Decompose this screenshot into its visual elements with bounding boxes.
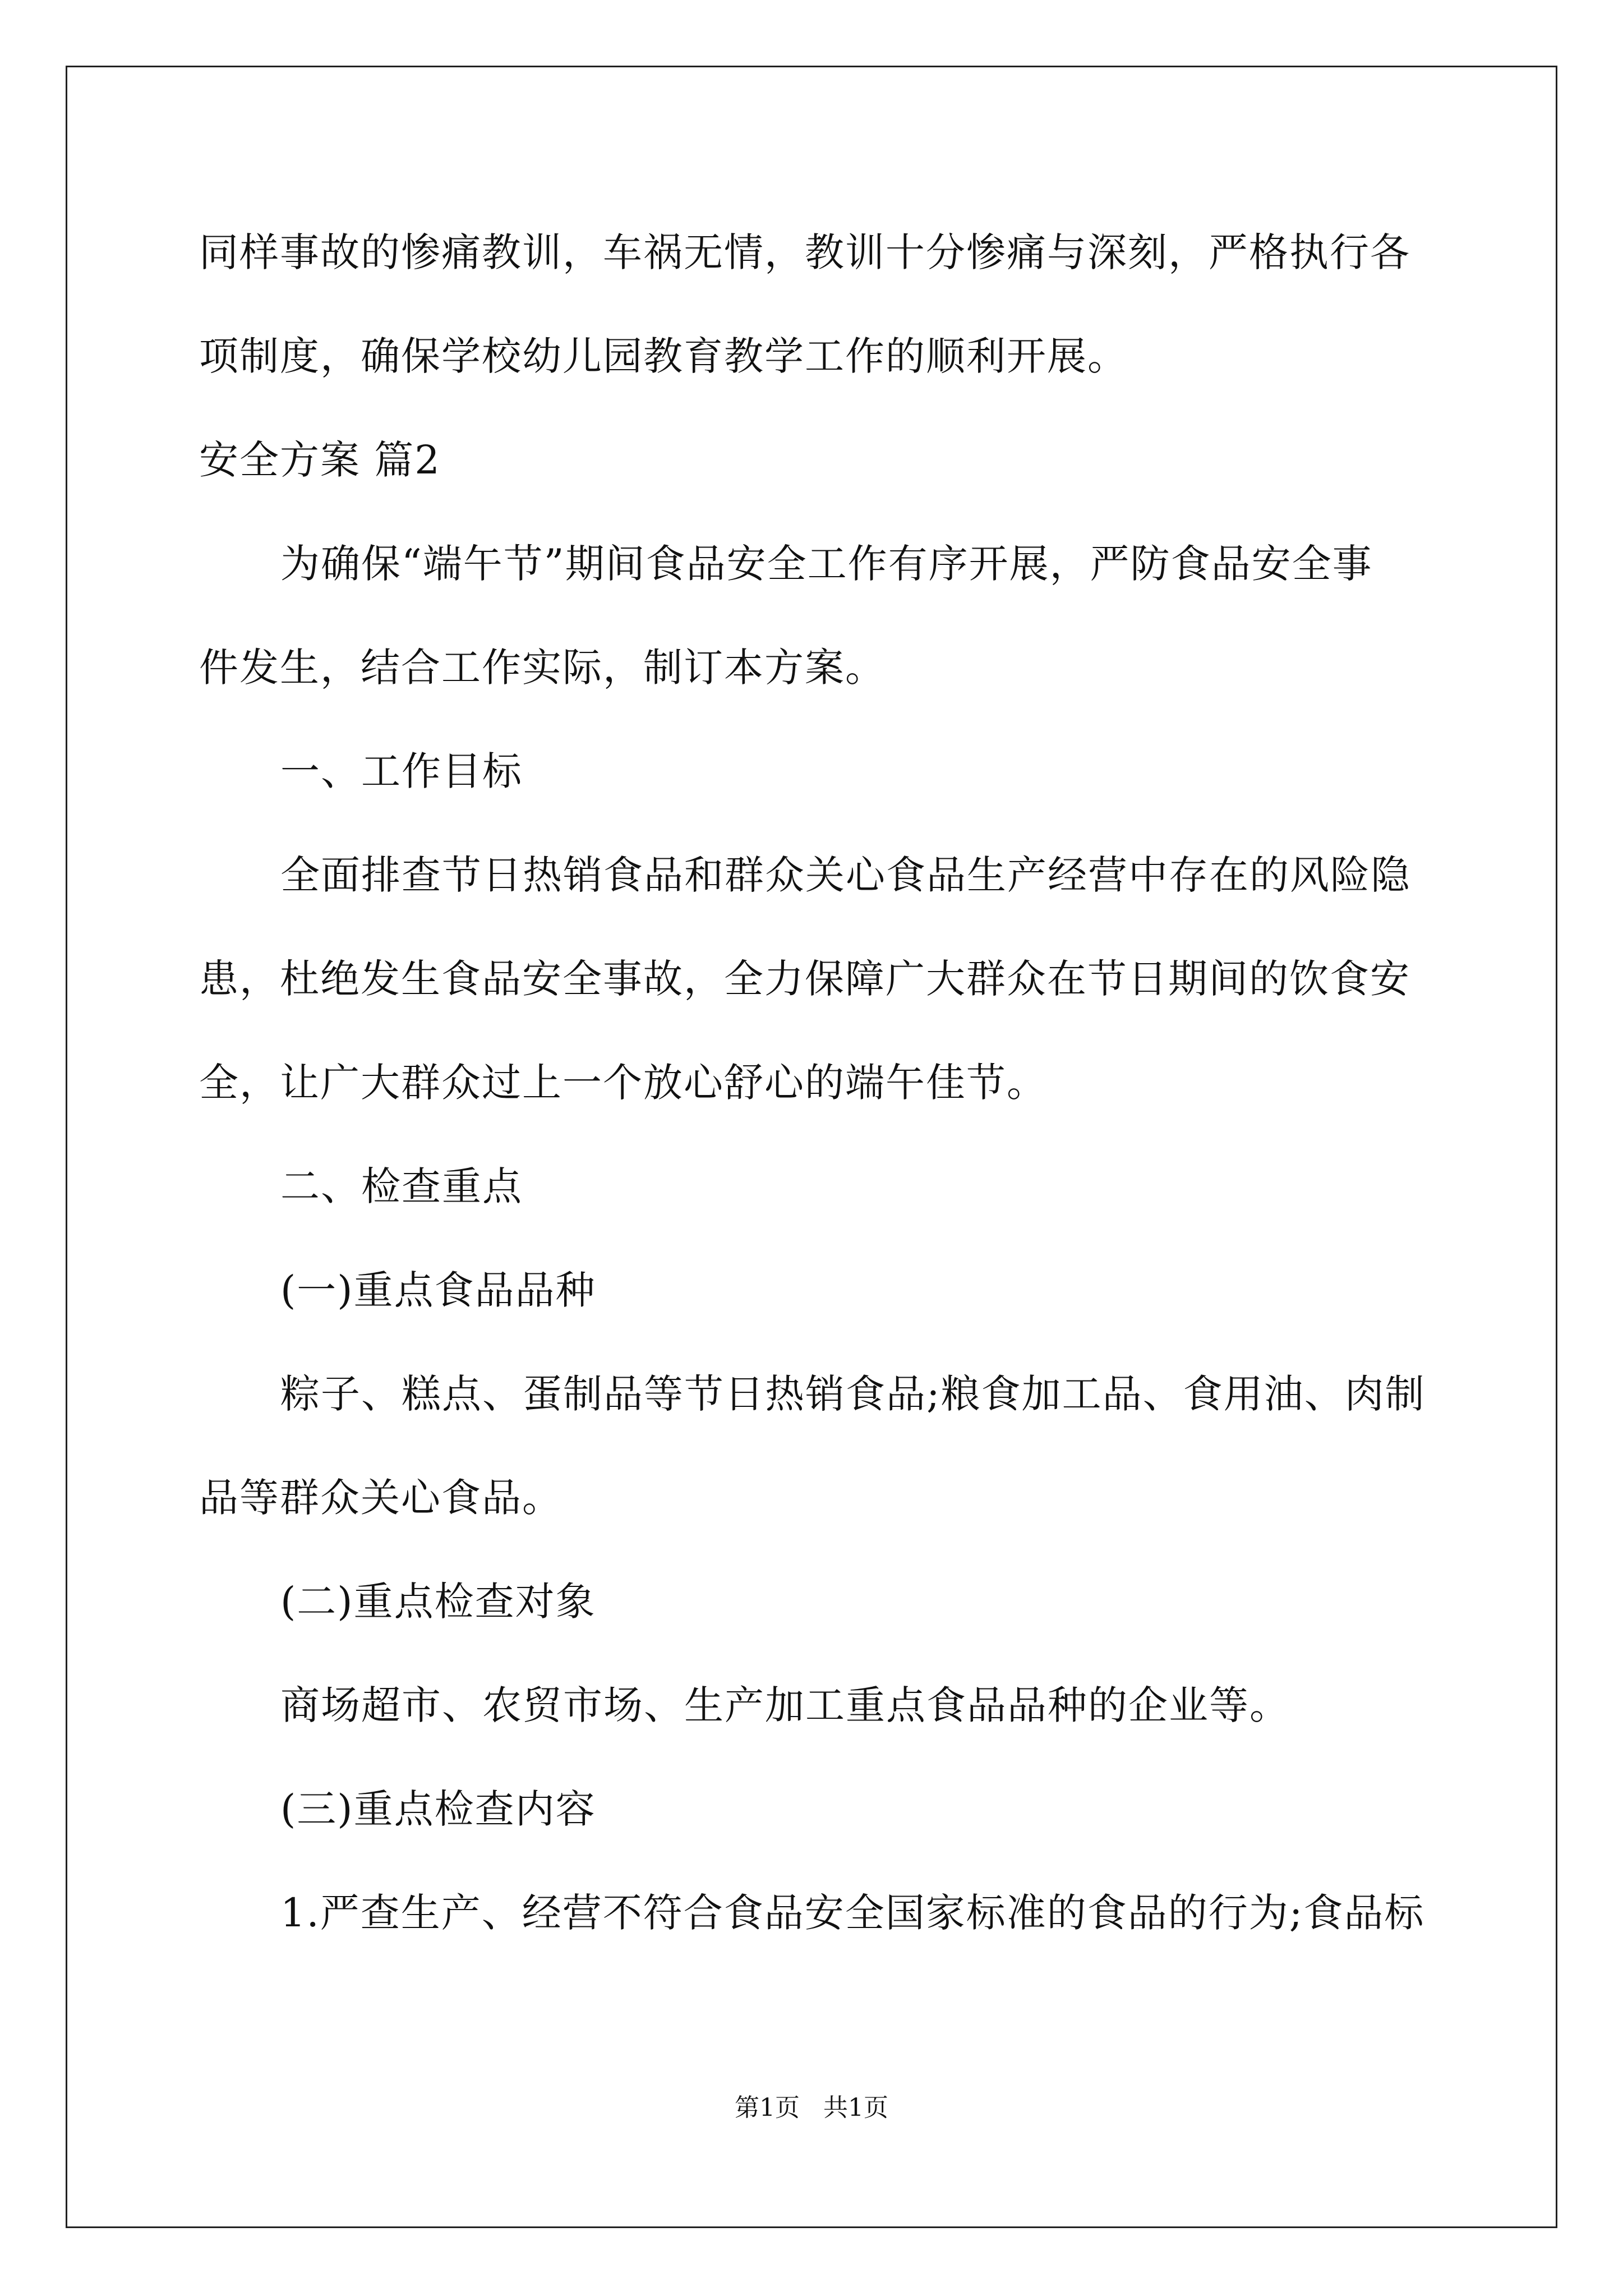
subheading-focus: 二、检查重点 (280, 1163, 523, 1209)
page-footer: 第1页 共1页 (735, 2093, 888, 2122)
body-line-4: 为确保“端午节”期间食品安全工作有序开展，严防食品安全事 (280, 541, 1373, 587)
body-line-8: 患，杜绝发生食品安全事故，全力保障广大群众在节日期间的饮食安 (199, 956, 1410, 1002)
body-line-7: 全面排查节日热销食品和群众关心食品生产经营中存在的风险隐 (280, 852, 1411, 898)
body-line-9: 全，让广大群众过上一个放心舒心的端午佳节。 (199, 1060, 1047, 1106)
body-line-2: 项制度，确保学校幼儿园教育教学工作的顺利开展。 (199, 333, 1128, 379)
subheading-goals: 一、工作目标 (280, 748, 523, 794)
body-line-12: 粽子、糕点、蛋制品等节日热销食品;粮食加工品、食用油、肉制 (280, 1371, 1426, 1417)
subheading-food-varieties: (一)重点食品品种 (280, 1267, 596, 1313)
body-line-13: 品等群众关心食品。 (199, 1475, 562, 1521)
subheading-inspection-content: (三)重点检查内容 (280, 1786, 596, 1832)
body-line-5: 件发生，结合工作实际，制订本方案。 (199, 645, 886, 691)
body-line-17: 1.严查生产、经营不符合食品安全国家标准的食品的行为;食品标 (280, 1890, 1425, 1936)
body-line-1: 同样事故的惨痛教训，车祸无情，教训十分惨痛与深刻，严格执行各 (199, 229, 1410, 275)
section-heading: 安全方案 篇2 (199, 437, 441, 483)
body-line-15: 商场超市、农贸市场、生产加工重点食品品种的企业等。 (280, 1682, 1290, 1728)
subheading-inspection-targets: (二)重点检查对象 (280, 1579, 596, 1625)
